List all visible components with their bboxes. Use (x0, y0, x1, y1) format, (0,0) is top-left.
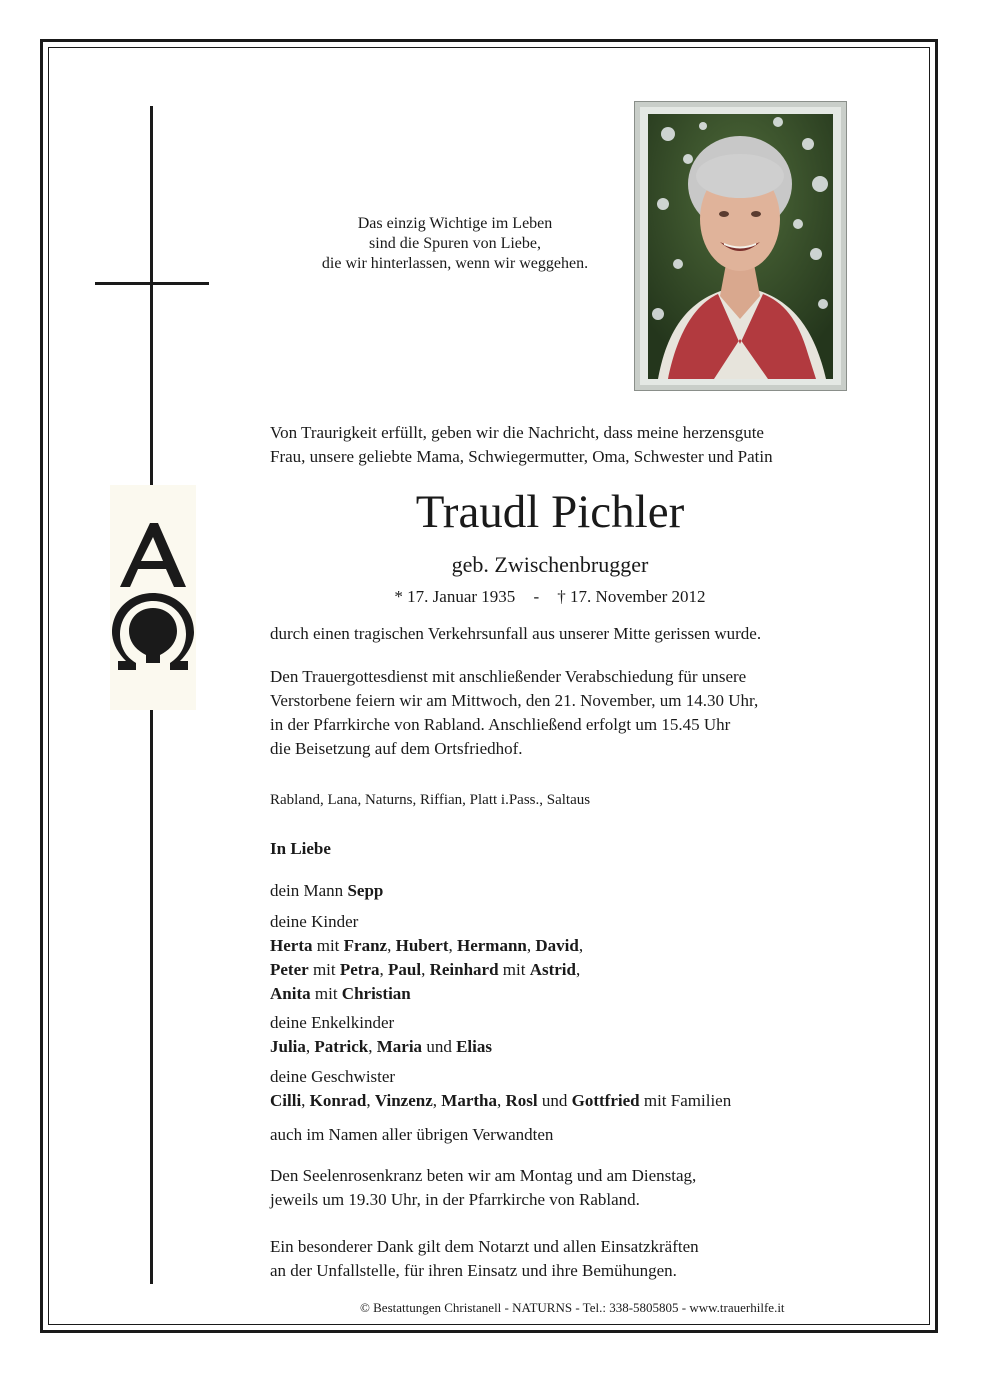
date-separator: - (533, 587, 540, 606)
death-date: † 17. November 2012 (557, 587, 706, 606)
thanks-line: Ein besonderer Dank gilt dem Notarzt und allen Einsatzkräften (270, 1237, 699, 1256)
grandchildren-block: deine Enkelkinder Julia, Patrick, Maria und Elias (270, 1013, 492, 1056)
portrait-frame (634, 101, 847, 391)
thanks-line: an der Unfallstelle, für ihren Einsatz und ihre Bemühungen. (270, 1261, 677, 1280)
cross-horizontal-bar (95, 282, 209, 285)
maiden-name: geb. Zwischenbrugger (451, 552, 649, 577)
rosary-line: jeweils um 19.30 Uhr, in der Pfarrkirche von Rabland. (270, 1190, 640, 1209)
siblings-label: deine Geschwister (270, 1067, 396, 1086)
service-line: Den Trauergottesdienst mit anschließender Verabschiedung für unsere (270, 667, 747, 686)
service-text (270, 665, 758, 761)
siblings-block: deine Geschwister Cilli, Konrad, Vinzenz, Martha, Rosl und Gottfried mit Familien (270, 1067, 732, 1110)
intro-text (270, 421, 773, 469)
grandchildren-label: deine Enkelkinder (270, 1013, 395, 1032)
service-line: die Beisetzung auf dem Ortsfriedhof. (270, 739, 523, 758)
quote (255, 214, 655, 274)
service-line: Verstorbene feiern wir am Mittwoch, den 21. November, um 14.30 Uhr, (270, 691, 759, 710)
portrait-photo (648, 114, 833, 379)
rosary-line: Den Seelenrosenkranz beten wir am Montag und am Dienstag, (270, 1166, 697, 1185)
quote-line: die wir hinterlassen, wenn wir weggehen. (321, 255, 589, 272)
places-text: Rabland, Lana, Naturns, Riffian, Platt i.Pass., Saltaus (270, 792, 591, 808)
footer-credit: © Bestattungen Christanell - NATURNS - Tel.: 338-5805805 - www.trauerhilfe.it (360, 1300, 785, 1315)
quote-line: sind die Spuren von Liebe, (369, 235, 541, 252)
relatives-text: auch im Namen aller übrigen Verwandten (270, 1125, 554, 1144)
in-liebe-heading: In Liebe (270, 839, 331, 858)
rosary-text (270, 1164, 696, 1212)
deceased-name: Traudl Pichler (415, 486, 685, 538)
alpha-omega-icon (110, 485, 196, 710)
intro-line: Frau, unsere geliebte Mama, Schwiegermutter, Oma, Schwester und Patin (270, 447, 773, 466)
quote-line: Das einzig Wichtige im Leben (357, 215, 553, 232)
birth-date: * 17. Januar 1935 (394, 587, 516, 606)
thanks-text (270, 1235, 699, 1283)
service-line: in der Pfarrkirche von Rabland. Anschließend erfolgt um 15.45 Uhr (270, 715, 731, 734)
intro-line: Von Traurigkeit erfüllt, geben wir die Nachricht, dass meine herzensgute (270, 423, 764, 442)
life-dates (270, 585, 830, 609)
cause-text: durch einen tragischen Verkehrsunfall aus unserer Mitte gerissen wurde. (270, 624, 762, 643)
husband-name: Sepp (347, 881, 384, 900)
children-label: deine Kinder (270, 912, 359, 931)
alpha-omega-symbol (110, 485, 196, 710)
husband-line: dein Mann Sepp (270, 881, 384, 900)
children-block: deine Kinder Herta mit Franz, Hubert, Hermann, David, Peter mit Petra, Paul, Reinhard mit Astrid, Anita mit Christian (270, 912, 584, 1003)
